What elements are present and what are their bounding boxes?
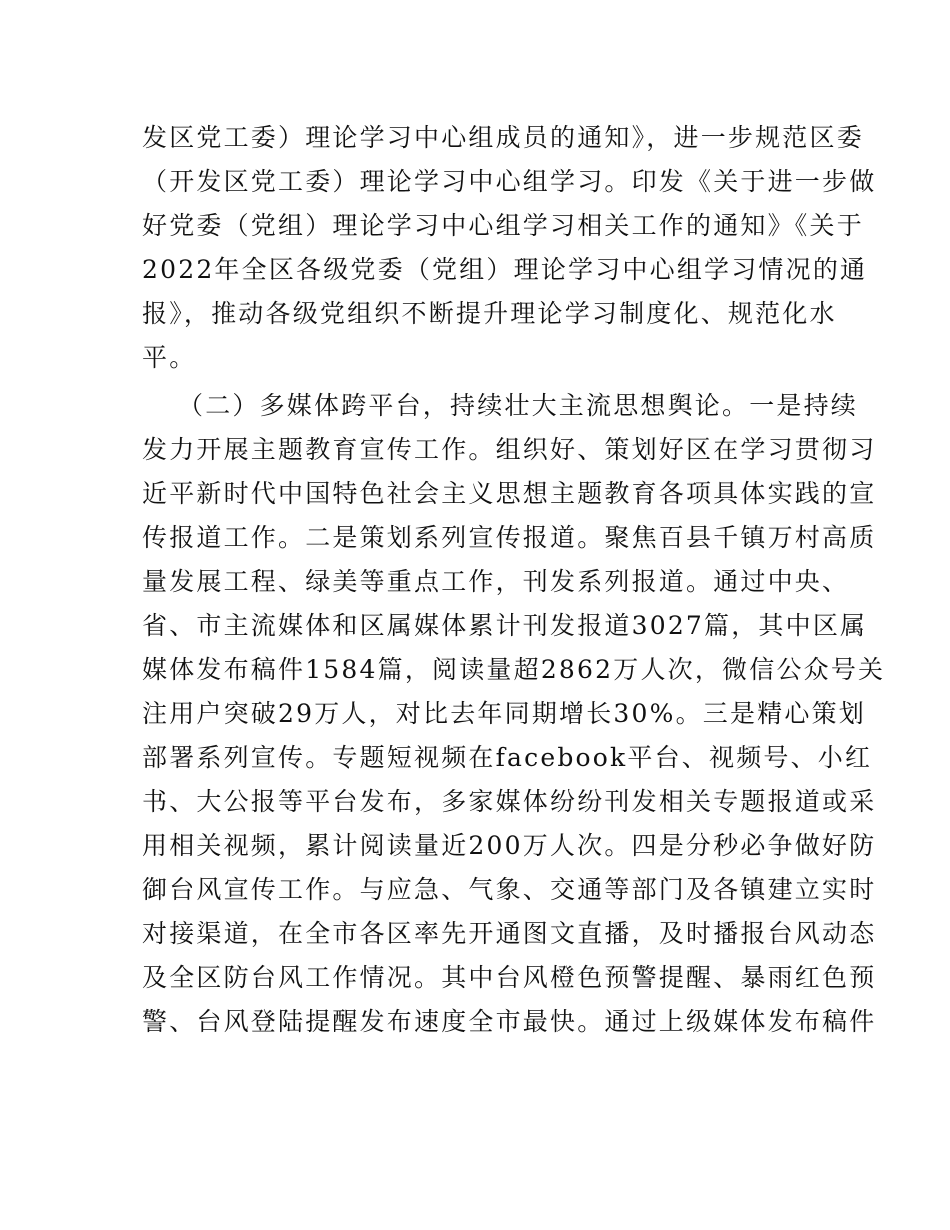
text-line: 平。 [142, 343, 197, 372]
text-line: 部署系列宣传。专题短视频在facebook平台、视频号、小红 [142, 743, 873, 772]
text-line: 警、台风登陆提醒发布速度全市最快。通过上级媒体发布稿件 [142, 1007, 877, 1036]
text-line: 书、大公报等平台发布，多家媒体纷纷刊发相关专题报道或采 [142, 787, 877, 816]
text-line: 传报道工作。二是策划系列宣传报道。聚焦百县千镇万村高质 [142, 523, 877, 552]
text-line: 用相关视频，累计阅读量近200万人次。四是分秒必争做好防 [142, 831, 877, 860]
text-line: 注用户突破29万人，对比去年同期增长30%。三是精心策划 [142, 699, 866, 728]
text-line: （二）多媒体跨平台，持续壮大主流思想舆论。一是持续 [178, 391, 859, 420]
text-line: 好党委（党组）理论学习中心组学习相关工作的通知》《关于 [142, 211, 864, 240]
text-line: 及全区防台风工作情况。其中台风橙色预警提醒、暴雨红色预 [142, 963, 877, 992]
text-line: 量发展工程、绿美等重点工作，刊发系列报道。通过中央、 [142, 567, 850, 596]
text-line: 报》，推动各级党组织不断提升理论学习制度化、规范化水 [142, 299, 837, 328]
text-line: 媒体发布稿件1584篇，阅读量超2862万人次，微信公众号关 [142, 655, 886, 684]
text-line: 对接渠道，在全市各区率先开通图文直播，及时播报台风动态 [142, 919, 877, 948]
text-line: 发区党工委）理论学习中心组成员的通知》，进一步规范区委 [142, 123, 864, 152]
text-line: 近平新时代中国特色社会主义思想主题教育各项具体实践的宣 [142, 479, 877, 508]
text-line: 2022年全区各级党委（党组）理论学习中心组学习情况的通 [142, 255, 868, 284]
text-line: 省、市主流媒体和区属媒体累计刊发报道3027篇，其中区属 [142, 611, 868, 640]
text-line: （开发区党工委）理论学习中心组学习。印发《关于进一步做 [142, 167, 877, 196]
text-line: 发力开展主题教育宣传工作。组织好、策划好区在学习贯彻习 [142, 435, 877, 464]
text-line: 御台风宣传工作。与应急、气象、交通等部门及各镇建立实时 [142, 875, 877, 904]
